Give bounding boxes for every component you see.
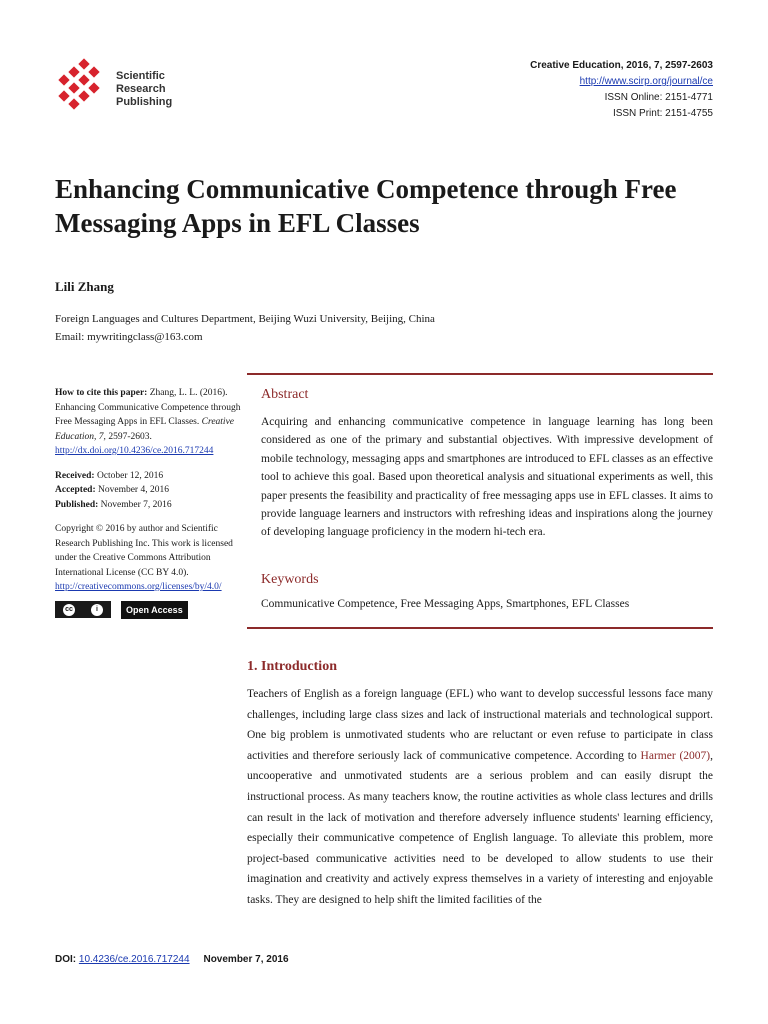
journal-meta bbox=[530, 58, 713, 122]
publisher-logo-icon bbox=[56, 58, 112, 114]
page-footer bbox=[55, 954, 289, 965]
cc-icon: cc bbox=[63, 604, 75, 616]
harmer-reference-link[interactable]: Harmer (2007) bbox=[640, 749, 711, 762]
attribution-icon: i bbox=[91, 604, 103, 616]
published-label: Published: bbox=[55, 499, 99, 510]
issn-online: ISSN Online: 2151-4771 bbox=[604, 92, 713, 103]
article-sidebar bbox=[55, 386, 245, 619]
cite-doi-link[interactable]: http://dx.doi.org/10.4236/ce.2016.717244 bbox=[55, 446, 214, 456]
license-badges bbox=[55, 601, 245, 620]
paper-title: Enhancing Communicative Competence through Free Messaging Apps in EFL Classes bbox=[55, 174, 677, 238]
issn-print: ISSN Print: 2151-4755 bbox=[612, 108, 713, 119]
open-access-badge: Open Access bbox=[121, 601, 188, 620]
author-affiliation: Foreign Languages and Cultures Department, Beijing Wuzi University, Beijing, China bbox=[55, 313, 435, 325]
author-name: Lili Zhang bbox=[55, 279, 114, 294]
footer-doi-link[interactable]: 10.4236/ce.2016.717244 bbox=[78, 954, 190, 965]
copyright-block bbox=[55, 522, 245, 595]
cite-pages: 2597-2603. bbox=[108, 431, 152, 442]
received-date: October 12, 2016 bbox=[96, 470, 164, 481]
cite-label: How to cite this paper: bbox=[55, 388, 148, 398]
introduction-heading: 1. Introduction bbox=[247, 659, 337, 674]
publisher-logo bbox=[56, 58, 196, 118]
accepted-label: Accepted: bbox=[55, 485, 96, 495]
introduction-paragraph bbox=[247, 684, 713, 911]
intro-text-part-1: Teachers of English as a foreign language (EFL) who want to develop successful lessons face many challenges, including large class sizes and lack of instructional materials and technological support. One big problem is unmotivated students who are reluctant or even refuse to participate in class activities and therefore seriously lack of communicative competence. According to bbox=[247, 688, 713, 762]
published-date: November 7, 2016 bbox=[100, 499, 172, 510]
author-email: Email: mywritingclass@163.com bbox=[55, 331, 203, 343]
footer-date: November 7, 2016 bbox=[203, 954, 289, 965]
abstract-bottom-rule bbox=[247, 627, 713, 629]
footer-doi-label: DOI: bbox=[55, 954, 77, 965]
dates-block bbox=[55, 469, 245, 513]
citation-block bbox=[55, 386, 245, 459]
journal-citation: Creative Education, 2016, 7, 2597-2603 bbox=[530, 60, 713, 71]
publisher-name: Scientific Research Publishing bbox=[116, 70, 173, 108]
received-label: Received: bbox=[55, 470, 95, 481]
keywords-text: Communicative Competence, Free Messaging Apps, Smartphones, EFL Classes bbox=[261, 598, 630, 610]
abstract-text: Acquiring and enhancing communicative competence in language learning has long been considered as one of the primary and substantial objectives. With impressive development of mobile technology, messaging apps and smartphones are introduced to EFL classes as an effective tool to achieve this goal. Based upon theoretical analysis and situational experiments as well, this paper presents the feasibility and practicality of free messaging apps use in EFL classes. It aims to provide language learners and instructors with refreshing ideas and inspirations along the journey of developing language proficiency in the modern hi-tech era. bbox=[261, 416, 713, 539]
abstract-heading: Abstract bbox=[261, 387, 309, 402]
intro-text-part-2: , uncooperative and unmotivated students are a serious problem and can easily disrupt the instructional process. As many teachers know, the routine activities as whole class lectures and drills can result in the lack of motivation and therefore adversely influence students' learning efficiency, especially their communicative competence of English language. To alleviate this problem, more project-based communicative activities need to be developed to allow students to use their imagination and creativity and actively express themselves in a variety of interesting and enjoyable tasks. They are designed to help shift the limited facilities of the bbox=[247, 749, 713, 906]
keywords-heading: Keywords bbox=[261, 572, 319, 587]
license-link[interactable]: http://creativecommons.org/licenses/by/4.0/ bbox=[55, 582, 222, 592]
cite-journal: Creative Education, 7, bbox=[55, 417, 234, 442]
copyright-text: Copyright © 2016 by author and Scientific Research Publishing Inc. This work is licensed under the Creative Commons Attribution International License (CC BY 4.0). bbox=[55, 524, 233, 578]
accepted-date: November 4, 2016 bbox=[98, 485, 169, 495]
journal-url-link[interactable]: http://www.scirp.org/journal/ce bbox=[579, 76, 713, 87]
abstract-top-rule bbox=[247, 373, 713, 375]
cc-by-badge[interactable] bbox=[55, 601, 111, 618]
cite-text: Zhang, L. L. (2016). Enhancing Communicative Competence through Free Messaging Apps in EFL Classes. bbox=[55, 388, 241, 427]
